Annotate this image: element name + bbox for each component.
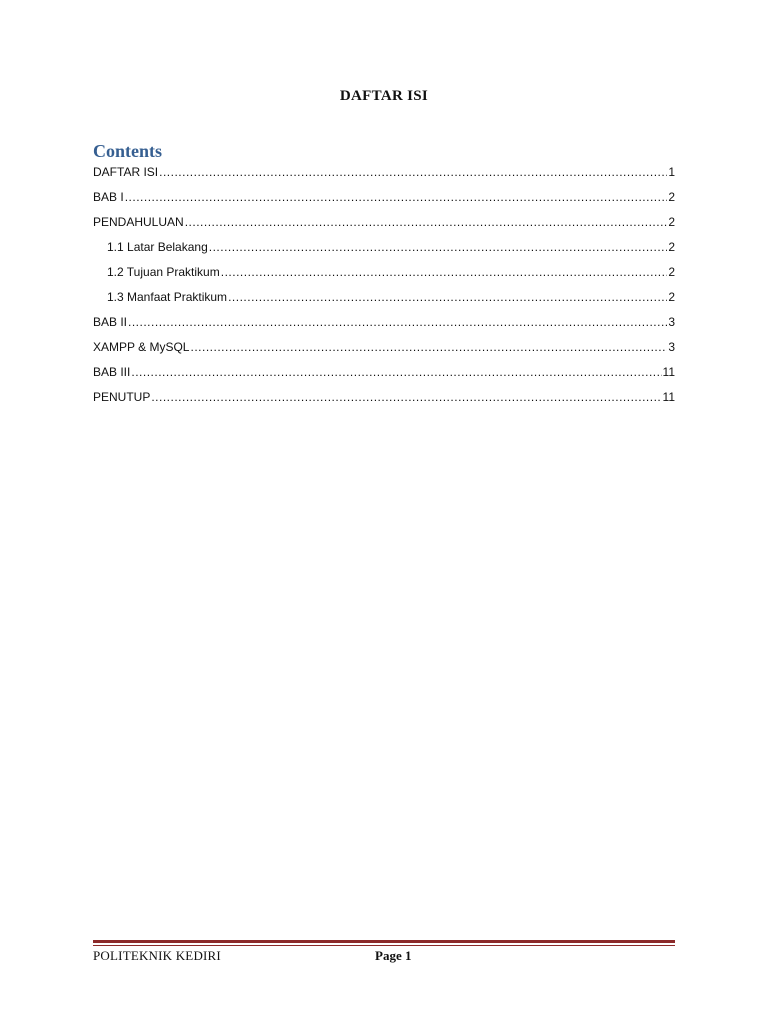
toc-entry-page: 2: [668, 215, 675, 229]
toc-entry-page: 1: [668, 165, 675, 179]
footer-rule-thin: [93, 945, 675, 946]
toc-entry-page: 2: [668, 240, 675, 254]
footer-institution: POLITEKNIK KEDIRI: [93, 948, 221, 963]
toc-dot-leader: [190, 339, 667, 355]
toc-entry-manfaat-praktikum[interactable]: [93, 289, 675, 314]
contents-heading: Contents: [93, 141, 163, 161]
toc-dot-leader: [131, 364, 661, 380]
toc-entry-label: 1.2 Tujuan Praktikum: [107, 265, 220, 279]
toc-dot-leader: [221, 264, 668, 280]
toc-entry-bab-i[interactable]: [93, 189, 675, 214]
page-title: DAFTAR ISI: [339, 88, 429, 104]
toc-entry-tujuan-praktikum[interactable]: [93, 264, 675, 289]
toc-entry-page: 2: [668, 290, 675, 304]
toc-entry-latar-belakang[interactable]: [93, 239, 675, 264]
toc-entry-page: 2: [668, 265, 675, 279]
toc-entry-label: PENUTUP: [93, 390, 151, 404]
footer-rule-thick: [93, 940, 675, 943]
toc-entry-label: BAB I: [93, 190, 124, 204]
toc-entry-label: XAMPP & MySQL: [93, 340, 190, 354]
toc-dot-leader: [159, 164, 667, 180]
toc-entry-label: 1.3 Manfaat Praktikum: [107, 290, 228, 304]
toc-entry-daftar-isi[interactable]: [93, 164, 675, 189]
toc-entry-page: 11: [662, 365, 675, 379]
table-of-contents: [93, 164, 675, 414]
toc-entry-page: 3: [668, 340, 675, 354]
toc-entry-label: DAFTAR ISI: [93, 165, 159, 179]
footer-page-number: Page 1: [375, 948, 412, 963]
toc-dot-leader: [128, 314, 667, 330]
toc-dot-leader: [228, 289, 667, 305]
toc-entry-label: PENDAHULUAN: [93, 215, 184, 229]
toc-dot-leader: [185, 214, 668, 230]
toc-entry-page: 2: [668, 190, 675, 204]
toc-entry-penutup[interactable]: [93, 389, 675, 414]
toc-dot-leader: [151, 389, 661, 405]
toc-entry-xampp-mysql[interactable]: [93, 339, 675, 364]
toc-entry-label: 1.1 Latar Belakang: [107, 240, 208, 254]
toc-entry-bab-ii[interactable]: [93, 314, 675, 339]
toc-dot-leader: [125, 189, 668, 205]
toc-entry-page: 3: [668, 315, 675, 329]
toc-entry-page: 11: [662, 390, 675, 404]
toc-entry-label: BAB III: [93, 365, 131, 379]
toc-entry-bab-iii[interactable]: [93, 364, 675, 389]
toc-dot-leader: [209, 239, 668, 255]
toc-entry-label: BAB II: [93, 315, 128, 329]
toc-entry-pendahuluan[interactable]: [93, 214, 675, 239]
